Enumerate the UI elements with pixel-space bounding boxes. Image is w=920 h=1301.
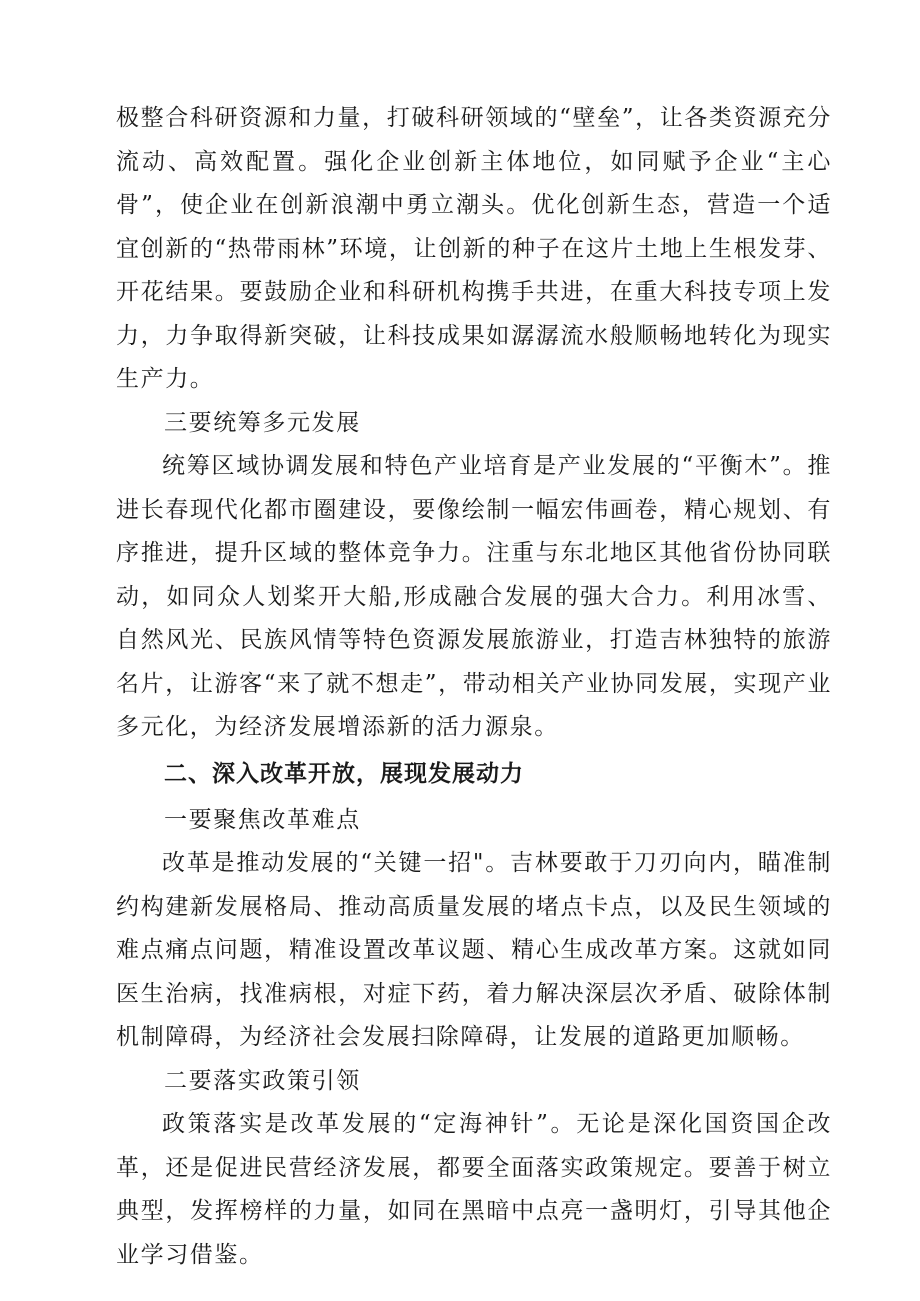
document-page bbox=[116, 97, 832, 1277]
paragraph-innovation: 极整合科研资源和力量，打破科研领域的“壁垒”，让各类资源充分流动、高效配置。强化企业创新主体地位，如同赋予企业“主心骨”，使企业在创新浪潮中勇立潮头。优化创新生态，营造一个适宜创新的“热带雨林”环境，让创新的种子在这片土地上生根发芽、开花结果。要鼓励企业和科研机构携手共进，在重大科技专项上发力，力争取得新突破，让科技成果如潺潺流水般顺畅地转化为现实生产力。 bbox=[116, 105, 832, 392]
section-heading-reform: 二、深入改革开放，展现发展动力 bbox=[164, 760, 524, 787]
subheading-reform-difficulties: 一要聚焦改革难点 bbox=[164, 806, 361, 833]
paragraph-reform: 改革是推动发展的“关键一招"。吉林要敢于刀刃向内，瞄准制约构建新发展格局、推动高质量发展的堵点卡点，以及民生领域的难点痛点问题，精准设置改革议题、精心生成改革方案。这就如同医生治病，找准病根，对症下药，着力解决深层次矛盾、破除体制机制障碍，为经济社会发展扫除障碍，让发展的道路更加顺畅。 bbox=[116, 850, 832, 1050]
paragraph-policy: 政策落实是改革发展的“定海神针”。无论是深化国资国企改革，还是促进民营经济发展，都要全面落实政策规定。要善于树立典型，发挥榜样的力量，如同在黑暗中点亮一盏明灯，引导其他企业学习借鉴。 bbox=[116, 1111, 832, 1268]
paragraph-regional-development: 统筹区域协调发展和特色产业培育是产业发展的“平衡木”。推进长春现代化都市圈建设，要像绘制一幅宏伟画卷，精心规划、有序推进，提升区域的整体竞争力。注重与东北地区其他省份协同联动，如同众人划桨开大船,形成融合发展的强大合力。利用冰雪、自然风光、民族风情等特色资源发展旅游业，打造吉林独特的旅游名片，让游客“来了就不想走”，带动相关产业协同发展，实现产业多元化，为经济发展增添新的活力源泉。 bbox=[116, 453, 832, 740]
subheading-policy-guidance: 二要落实政策引领 bbox=[164, 1067, 361, 1094]
subheading-coordinated-development: 三要统筹多元发展 bbox=[164, 409, 361, 436]
